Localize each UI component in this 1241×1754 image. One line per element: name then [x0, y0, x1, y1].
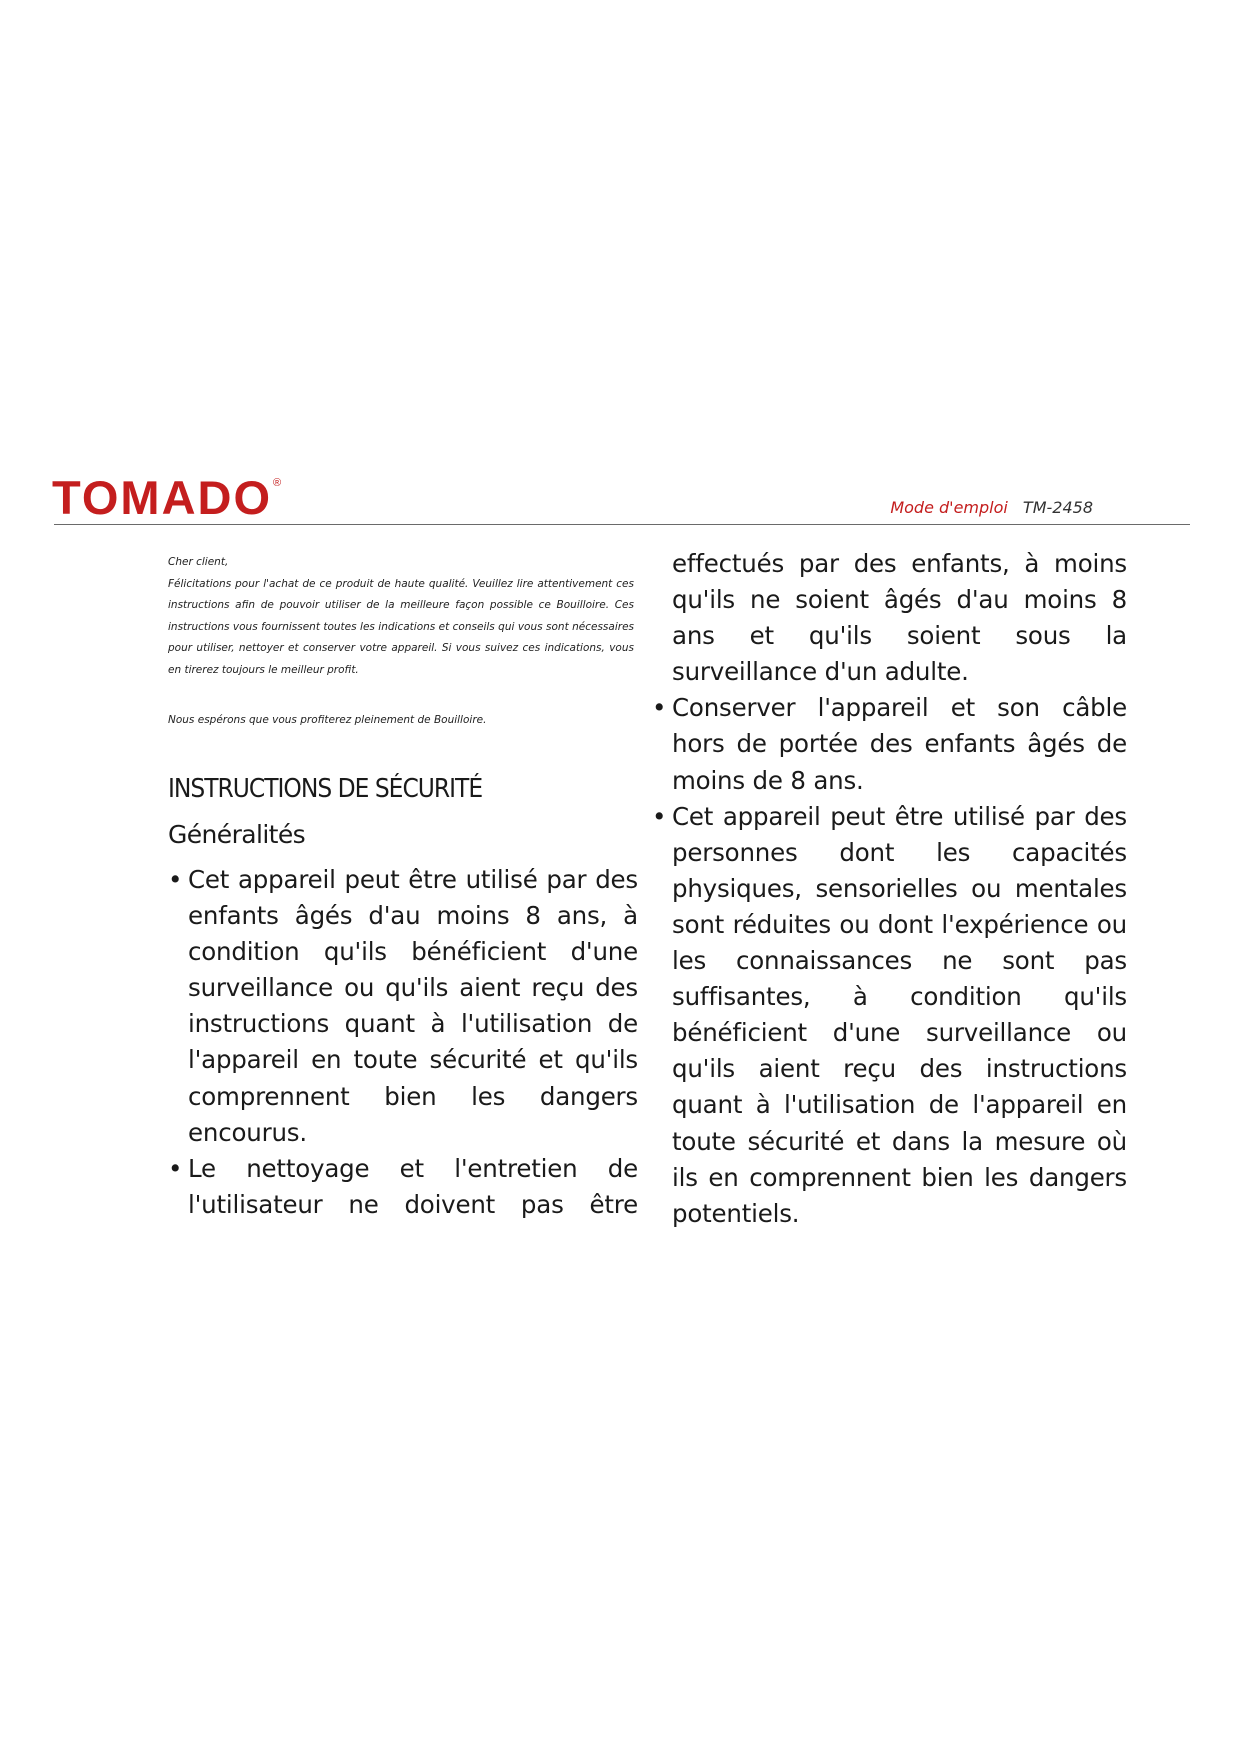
registered-mark: ®: [273, 477, 284, 489]
continuation-text: effectués par des enfants, à moins qu'ils ne soient âgés d'au moins 8 ans et qu'ils soient sous la surveillance d'un adulte.: [672, 549, 1127, 687]
document-header-info: [890, 500, 1093, 516]
left-column: [168, 862, 638, 1223]
list-item-text: Cet appareil peut être utilisé par des personnes dont les capacités physiques, sensorielles ou mentales sont réduites ou dont l'expérience ou les connaissances ne sont pas suffisantes, à condition qu'ils bénéficient d'une surveillance ou qu'ils aient reçu des instructions quant à l'utilisation de l'appareil en toute sécurité et dans la mesure où ils en comprennent bien les dangers potentiels.: [672, 801, 1127, 1228]
section-subtitle: Généralités: [168, 820, 306, 849]
right-column: [652, 546, 1127, 1232]
header-divider: [54, 524, 1190, 525]
brand-name: TOMADO: [52, 471, 273, 524]
bullet-icon: •: [652, 801, 667, 831]
section-title: INSTRUCTIONS DE SÉCURITÉ: [168, 774, 483, 804]
list-item-text: Cet appareil peut être utilisé par des enfants âgés d'au moins 8 ans, à condition qu'ils bénéficient d'une surveillance ou qu'ils aient reçu des instructions quant à l'utilisation de l'appareil en toute sécurité et qu'ils comprennent bien les dangers encourus.: [188, 865, 638, 1147]
bullet-icon: •: [168, 1153, 183, 1183]
intro-closing: Nous espérons que vous profiterez pleinement de Bouilloire.: [168, 714, 487, 726]
bullet-icon: •: [652, 693, 667, 723]
list-item-text: Conserver l'appareil et son câble hors de portée des enfants âgés de moins de 8 ans.: [672, 693, 1127, 795]
intro-paragraph: Félicitations pour l'achat de ce produit de haute qualité. Veuillez lire attentivement ces instructions afin de pouvoir utiliser de la meilleure façon possible ce Bouilloire. Ces instructions vous fournissent toutes les indications et conseils qui vous sont nécessaires pour utiliser, nettoyer et conserver votre appareil. Si vous suivez ces indications, vous en tirerez toujours le meilleur profit.: [168, 577, 634, 676]
brand-logo: [52, 471, 284, 524]
intro-greeting: Cher client,: [168, 556, 229, 568]
bullet-icon: •: [168, 865, 183, 894]
list-item: [168, 1151, 638, 1223]
model-number: TM-2458: [1022, 498, 1093, 517]
list-item: [652, 799, 1127, 1232]
manual-label: Mode d'emploi: [890, 498, 1008, 517]
list-item-continuation: [672, 546, 1127, 690]
list-item: [168, 862, 638, 1151]
list-item-text: Le nettoyage et l'entretien de l'utilisateur ne doivent pas être: [188, 1153, 638, 1219]
intro-text: [168, 552, 634, 732]
list-item: [652, 690, 1127, 798]
